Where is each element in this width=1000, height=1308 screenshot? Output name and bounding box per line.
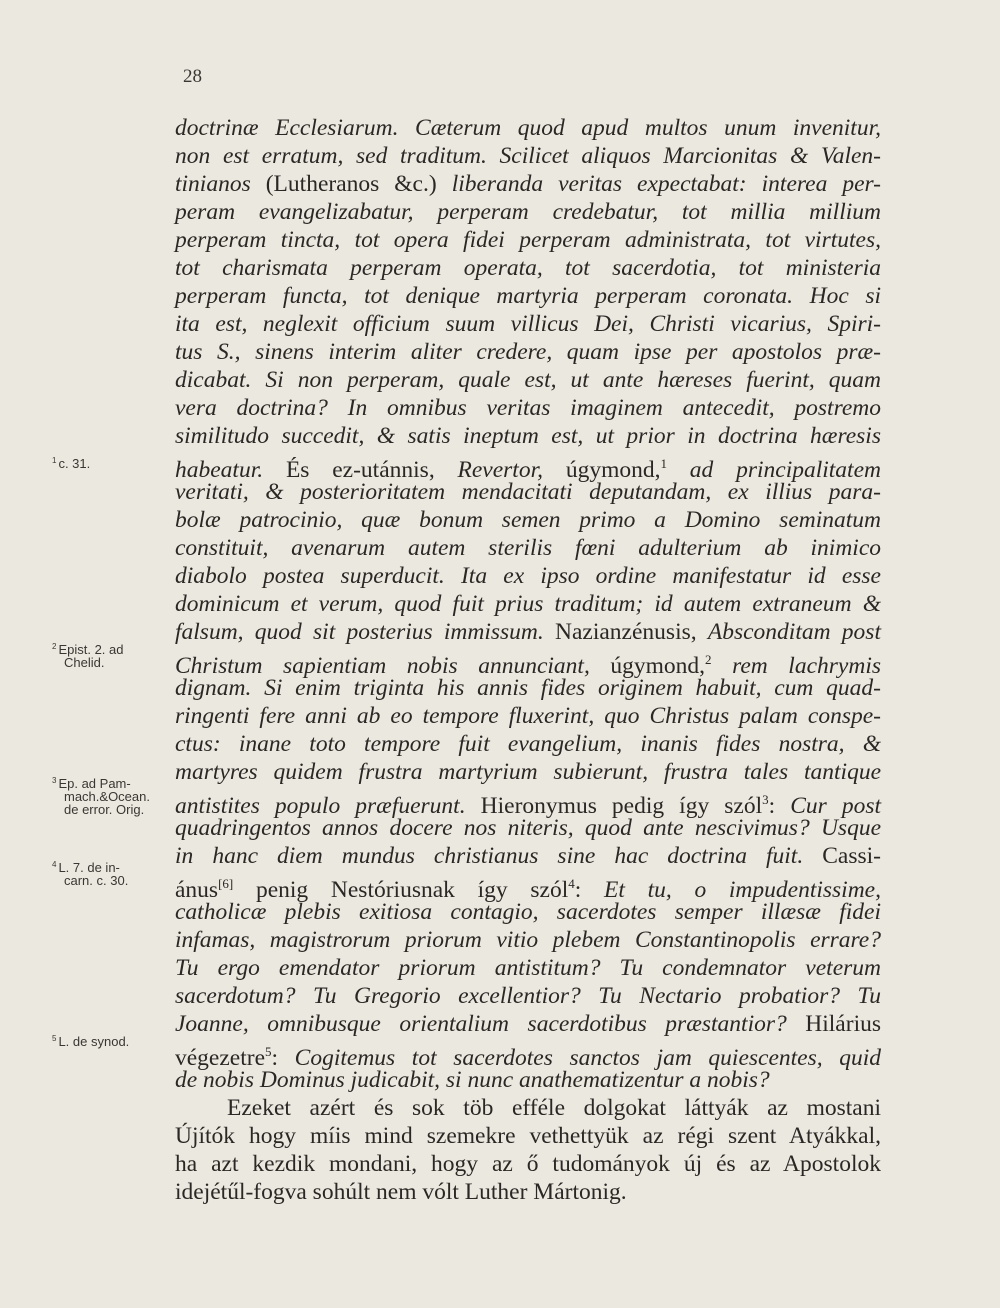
margin-note	[52, 640, 177, 669]
text-line	[175, 618, 881, 646]
latin-text: quadringentos annos docere nos niteris, quod ante nescivimus? Usque	[175, 815, 881, 841]
hungarian-text: úgymond,	[610, 653, 706, 679]
text-line	[175, 282, 881, 310]
latin-text: veritati, & posterioritatem mendacitati deputandam, ex illius para-	[175, 479, 881, 505]
hungarian-text: (Lutheranos &c.)	[265, 171, 452, 197]
hungarian-text: Újítók hogy míis mind szemekre vethettyük az régi szent Atyákkal,	[175, 1123, 881, 1149]
margin-note	[52, 1032, 177, 1048]
latin-text: constituit, avenarum autem sterilis fœni adulterium ab inimico	[175, 535, 881, 561]
note-text: Ep. ad Pam-	[58, 776, 131, 791]
text-line	[175, 394, 881, 422]
latin-text: Tu ergo emendator priorum antistitum? Tu condemnator veterum	[175, 955, 881, 981]
text-line	[175, 590, 881, 618]
text-line	[175, 842, 881, 870]
latin-text: dignam. Si enim triginta his annis fides originem habuit, cum quad-	[175, 675, 881, 701]
latin-text: falsum, quod sit posterius immissum.	[175, 619, 556, 645]
latin-text: ad principalitatem	[666, 457, 881, 483]
hungarian-text: Cassi-	[822, 843, 881, 869]
text-line	[175, 1094, 881, 1122]
latin-text: similitudo succedit, & satis ineptum est, ut prior in doctrina hæresis	[175, 423, 881, 449]
latin-text: rem lachrymis	[711, 653, 881, 679]
note-text: de error. Orig.	[64, 802, 145, 817]
text-line	[175, 198, 881, 226]
latin-text: dicabat. Si non perperam, quale est, ut ante hæreses fuerint, quam	[175, 367, 881, 393]
text-line	[175, 254, 881, 282]
latin-text: antistites populo præfuerunt.	[175, 793, 481, 819]
latin-text: Revertor,	[457, 457, 566, 483]
note-text: Chelid.	[64, 655, 105, 670]
text-line	[175, 450, 881, 483]
note-text: mach.&Ocean.	[64, 789, 150, 804]
latin-text: infamas, magistrorum priorum vitio plebem Constantinopolis errare?	[175, 927, 881, 953]
hungarian-text: idejétűl-fogva sohúlt nem vólt Luther Mártonig.	[175, 1179, 627, 1205]
text-line	[175, 1038, 881, 1071]
latin-text: peram evangelizabatur, perperam credebatur, tot millia millium	[175, 199, 881, 225]
hungarian-text: :	[768, 793, 791, 819]
latin-text: martyres quidem frustra martyrium subierunt, frustra tales tantique	[175, 759, 881, 785]
latin-text: Absconditam post	[707, 619, 881, 645]
text-line	[175, 310, 881, 338]
text-line	[175, 1178, 881, 1206]
latin-text: perperam functa, tot denique martyria perperam coronata. Hoc si	[175, 283, 881, 309]
text-line	[175, 702, 881, 730]
hungarian-text: Ezeket azért és sok töb efféle dolgokat láttyák az mostani	[227, 1095, 881, 1121]
text-line	[175, 1122, 881, 1150]
note-marker: 5	[52, 1034, 57, 1043]
hungarian-text: És ez-utánnis,	[285, 457, 458, 483]
note-text: L. de synod.	[58, 1034, 130, 1049]
note-marker: 2	[52, 642, 57, 651]
text-line	[175, 338, 881, 366]
hungarian-text: végezetre	[175, 1045, 266, 1071]
latin-text: ringenti fere anni ab eo tempore fluxerint, quo Christus palam conspe-	[175, 703, 881, 729]
text-line	[175, 926, 881, 954]
text-line	[175, 646, 881, 679]
margin-note	[52, 454, 177, 470]
footnote-marker: 4	[568, 876, 575, 891]
latin-text: ctus: inane toto tempore fuit evangelium, inanis fides nostra, &	[175, 731, 881, 757]
latin-text: liberanda veritas expectabat: interea per-	[451, 171, 882, 197]
footnote-marker: [6]	[218, 876, 234, 891]
text-line	[175, 534, 881, 562]
latin-text: non est erratum, sed traditum. Scilicet aliquos Marcionitas & Valen-	[175, 143, 881, 169]
margin-note	[52, 774, 177, 816]
text-line	[175, 170, 881, 198]
latin-text: ita est, neglexit officium suum villicus Dei, Christi vicarius, Spiri-	[175, 311, 881, 337]
latin-text: tus S., sinens interim aliter credere, quam ipse per apostolos præ-	[175, 339, 881, 365]
latin-text: doctrinæ Ecclesiarum. Cæterum quod apud multos unum invenitur,	[175, 115, 881, 141]
text-line	[175, 478, 881, 506]
latin-text: tot charismata perperam operata, tot sacerdotia, tot ministeria	[175, 255, 881, 281]
latin-text: vera doctrina? In omnibus veritas imaginem antecedit, postremo	[175, 395, 881, 421]
latin-text: Cogitemus tot sacerdotes sanctos jam quiescentes, quid	[294, 1045, 881, 1071]
text-line	[175, 814, 881, 842]
text-line	[175, 506, 881, 534]
text-line	[175, 422, 881, 450]
text-line	[175, 366, 881, 394]
latin-text: perperam tincta, tot opera fidei perperam administrata, tot virtutes,	[175, 227, 881, 253]
hungarian-text: Hieronymus pedig így szól	[480, 793, 763, 819]
note-text: Epist. 2. ad	[58, 642, 124, 657]
footnote-marker: 5	[265, 1044, 272, 1059]
hungarian-text: penig Nestóriusnak így szól	[233, 877, 569, 903]
note-text: carn. c. 30.	[64, 873, 129, 888]
text-line	[175, 226, 881, 254]
hungarian-text: úgymond,	[565, 457, 661, 483]
text-line	[175, 758, 881, 786]
text-line	[175, 1150, 881, 1178]
text-line	[175, 142, 881, 170]
hungarian-text: Nazianzénusis,	[555, 619, 708, 645]
hungarian-text: ánus	[175, 877, 219, 903]
text-line	[175, 114, 881, 142]
latin-text: de nobis Dominus judicabit, si nunc anathematizentur a nobis?	[175, 1067, 770, 1093]
note-marker: 3	[52, 776, 57, 785]
note-text: L. 7. de in-	[58, 860, 120, 875]
latin-text: Joanne, omnibusque orientalium sacerdotibus præstantior?	[175, 1011, 806, 1037]
margin-note	[52, 858, 177, 887]
latin-text: bolæ patrocinio, quæ bonum semen primo a Domino seminatum	[175, 507, 881, 533]
text-line	[175, 562, 881, 590]
latin-text: Christum sapientiam nobis annunciant,	[175, 653, 611, 679]
text-line	[175, 898, 881, 926]
page-number: 28	[183, 66, 202, 87]
note-text: c. 31.	[58, 456, 91, 471]
text-line	[175, 674, 881, 702]
latin-text: Et tu, o impudentissime,	[603, 877, 881, 903]
note-marker: 4	[52, 860, 57, 869]
text-line	[175, 982, 881, 1010]
hungarian-text: :	[271, 1045, 295, 1071]
latin-text: habeatur.	[175, 457, 286, 483]
text-line	[175, 870, 881, 903]
text-line	[175, 730, 881, 758]
latin-text: diabolo postea superducit. Ita ex ipso ordine manifestatur id esse	[175, 563, 881, 589]
latin-text: catholicæ plebis exitiosa contagio, sacerdotes semper illæsæ fidei	[175, 899, 881, 925]
latin-text: Cur post	[790, 793, 882, 819]
latin-text: tinianos	[175, 171, 266, 197]
text-line	[175, 1066, 881, 1094]
latin-text: sacerdotum? Tu Gregorio excellentior? Tu Nectario probatior? Tu	[175, 983, 881, 1009]
hungarian-text: ha azt kezdik mondani, hogy az ő tudományok új és az Apostolok	[175, 1151, 881, 1177]
note-marker: 1	[52, 456, 57, 465]
hungarian-text: :	[574, 877, 604, 903]
footnote-marker: 1	[660, 456, 667, 471]
footnote-marker: 3	[762, 792, 769, 807]
hungarian-text: Hilárius	[805, 1011, 881, 1037]
text-line	[175, 1010, 881, 1038]
latin-text: in hanc diem mundus christianus sine hac doctrina fuit.	[175, 843, 823, 869]
text-line	[175, 954, 881, 982]
footnote-marker: 2	[705, 652, 712, 667]
latin-text: dominicum et verum, quod fuit prius traditum; id autem extraneum &	[175, 591, 881, 617]
text-line	[175, 786, 882, 819]
